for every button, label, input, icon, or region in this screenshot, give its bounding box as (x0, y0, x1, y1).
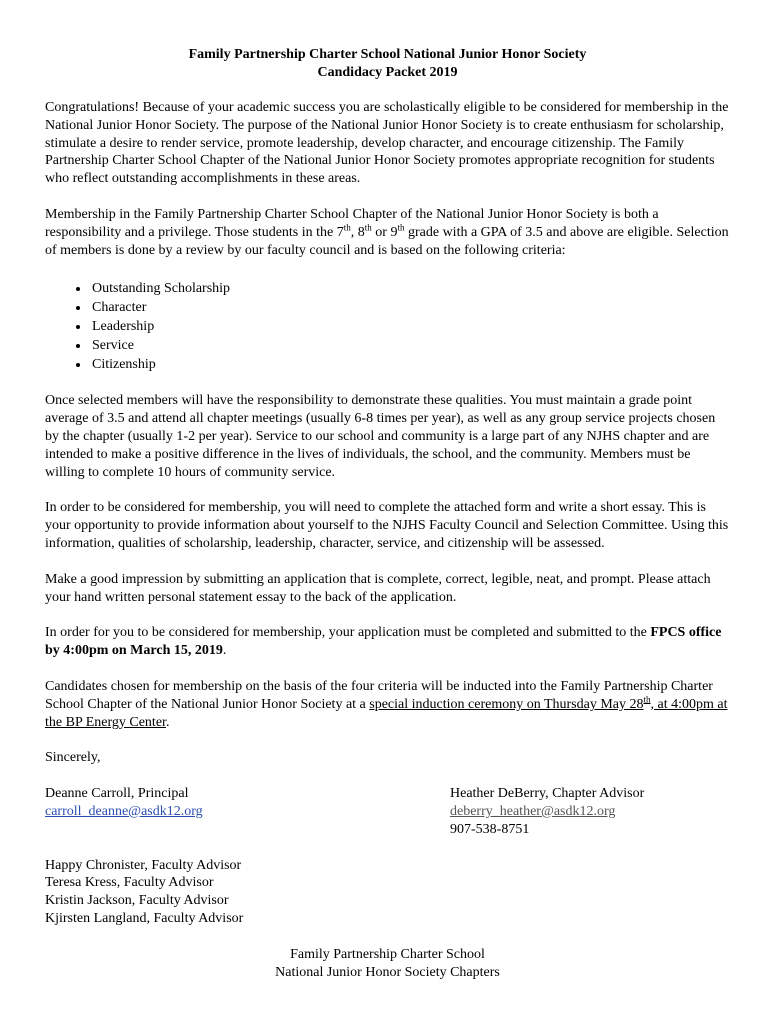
paragraph-induction (45, 678, 730, 731)
faculty-advisors (45, 857, 730, 928)
paragraph-induction-part: Candidates chosen for membership on the basis of the four criteria will be inducted into the Family Partnership Charter School Chapter of the National Junior Honor Society at a (45, 678, 713, 712)
signature-block (45, 785, 730, 838)
paragraph-membership-part: Membership in the Family Partnership Charter School Chapter of the National Junior Honor Society is both a responsibility and a privilege. Those students in the 7 (45, 206, 659, 240)
paragraph-membership-part: , 8 (350, 224, 365, 240)
footer-school-name: Family Partnership Charter School (290, 946, 485, 962)
list-item: Kjirsten Langland, Faculty Advisor (45, 910, 244, 926)
list-item: • Character (90, 298, 730, 317)
list-item: Kristin Jackson, Faculty Advisor (45, 893, 229, 909)
advisor-name: Heather DeBerry, Chapter Advisor (450, 786, 645, 802)
list-item: • Outstanding Scholarship (90, 279, 730, 298)
closing: Sincerely, (45, 750, 101, 766)
advisor-email-link[interactable]: deberry_heather@asdk12.org (450, 803, 616, 819)
list-item: Teresa Kress, Faculty Advisor (45, 875, 214, 891)
footer-chapter-name: National Junior Honor Society Chapters (275, 964, 500, 980)
superscript-th: th (397, 222, 405, 233)
advisor-phone: 907-538-8751 (450, 821, 530, 837)
letter-page (45, 46, 730, 982)
paragraph-impression: Make a good impression by submitting an application that is complete, correct, legible, neat, and prompt. Please attach your hand written personal statement essay to the back of the application. (45, 571, 711, 605)
document-title: Family Partnership Charter School National Junior Honor Society (188, 47, 587, 62)
induction-ceremony-location: , at 4:00pm at the BP Energy Center (45, 696, 728, 730)
list-item: • Service (90, 336, 730, 355)
paragraph-deadline (45, 624, 730, 660)
paragraph-congratulations: Congratulations! Because of your academic success you are scholastically eligible to be considered for membership in the National Junior Honor Society. The purpose of the National Junior Honor Society is to create enthusiasm for scholarship, stimulate a desire to render service, promote leadership, develop character, and encourage citizenship. The Family Partnership Charter School Chapter of the National Junior Honor Society promotes appropriate recognition for students who reflect outstanding accomplishments in these areas. (45, 100, 729, 187)
footer (45, 946, 730, 982)
superscript-th: th (343, 222, 351, 233)
paragraph-membership (45, 206, 730, 259)
criteria-list (45, 279, 730, 374)
list-item: Happy Chronister, Faculty Advisor (45, 857, 242, 873)
signature-chapter-advisor (450, 785, 730, 838)
list-item: • Leadership (90, 317, 730, 336)
paragraph-deadline-end: . (222, 643, 227, 659)
paragraph-membership-part: or 9 (371, 224, 398, 240)
paragraph-membership-part: grade with a GPA of 3.5 and above are eligible. Selection of members is done by a review by our faculty council and is based on the following criteria: (45, 224, 729, 258)
superscript-th: th (364, 222, 372, 233)
principal-email-link[interactable]: carroll_deanne@asdk12.org (45, 803, 203, 819)
deadline-bold: FPCS office by 4:00pm on March 15, 2019 (45, 625, 722, 659)
induction-ceremony-date: special induction ceremony on Thursday May 28 (369, 696, 644, 712)
list-item: • Citizenship (90, 355, 730, 374)
signature-principal (45, 785, 325, 838)
document-subtitle: Candidacy Packet 2019 (317, 64, 458, 80)
superscript-th: th (643, 694, 651, 705)
principal-name: Deanne Carroll, Principal (45, 786, 189, 802)
paragraph-application: In order to be considered for membership, you will need to complete the attached form and write a short essay. This is your opportunity to provide information about yourself to the NJHS Faculty Council and Selection Committee. Using this information, qualities of scholarship, leadership, character, service, and citizenship will be assessed. (45, 500, 729, 551)
paragraph-induction-end: . (165, 714, 170, 730)
paragraph-responsibilities: Once selected members will have the responsibility to demonstrate these qualities. You must maintain a grade point average of 3.5 and attend all chapter meetings (usually 6-8 times per year), as well as any group service projects chosen by the chapter (usually 1-2 per year). Service to our school and community is a large part of any NJHS chapter and are intended to make a positive difference in the lives of individuals, the school, and the community. Members must be willing to complete 10 hours of community service. (45, 393, 716, 480)
paragraph-deadline-part: In order for you to be considered for membership, your application must be completed and submitted to the (45, 625, 651, 641)
